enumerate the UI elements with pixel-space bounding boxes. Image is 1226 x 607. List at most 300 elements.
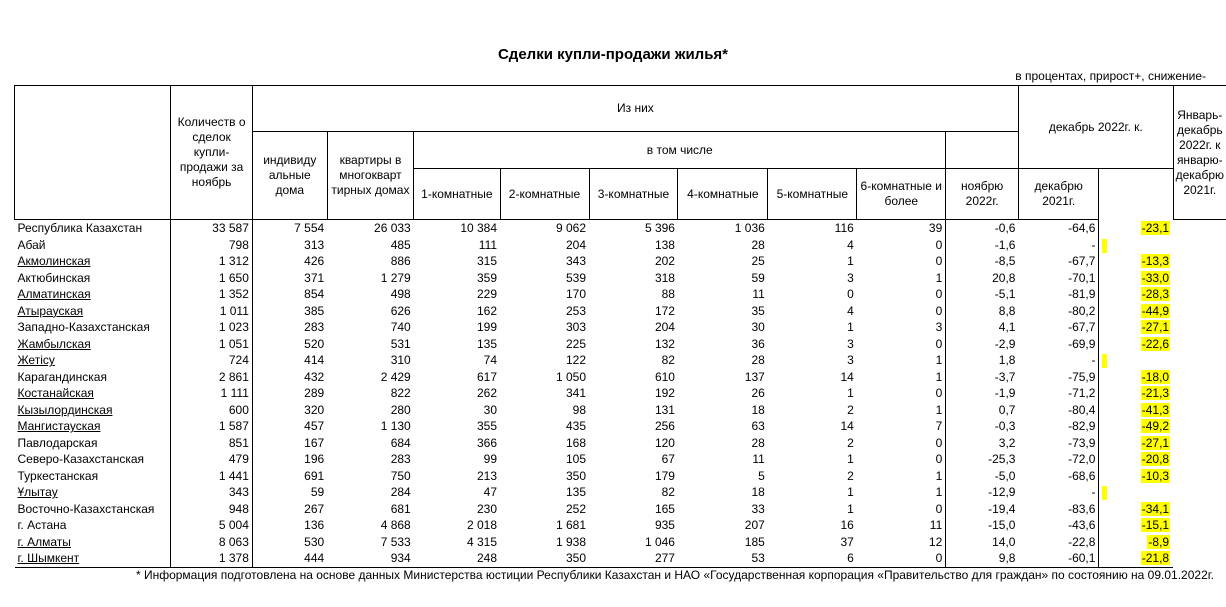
nov-2022-header: ноябрю 2022г. [946, 169, 1019, 220]
individual-cell: 313 [252, 237, 327, 254]
ytd-highlight: -34,1 [1141, 501, 1170, 516]
rooms-3-cell: 67 [661, 452, 675, 467]
rooms-3-cell: 82 [661, 485, 675, 500]
rooms-2-cell: 1 938 [555, 534, 586, 549]
rooms-1-cell: 262 [477, 386, 498, 401]
rooms-1-cell: 4 315 [467, 534, 498, 549]
rooms-4-cell: 137 [744, 369, 765, 384]
table-row [15, 484, 1226, 501]
region-cell: Атырауская [17, 303, 84, 318]
count-cell: 8 063 [171, 534, 253, 551]
nov-change-cell: -12,9 [946, 484, 1019, 501]
count-cell: 33 587 [171, 220, 253, 237]
rooms-5-cell: 3 [847, 270, 854, 285]
rooms-3-cell: 610 [654, 369, 675, 384]
table-row [15, 319, 1226, 336]
individual-cell: 320 [252, 402, 327, 419]
rooms-6-cell: 0 [935, 501, 943, 516]
individual-cell: 283 [252, 319, 327, 336]
rooms-5-cell: 2 [847, 435, 854, 450]
individual-cell: 520 [252, 336, 327, 353]
dec-change-cell: -70,1 [1068, 270, 1096, 285]
apartments-cell: 750 [390, 468, 411, 483]
ytd-highlight: -18,0 [1141, 369, 1170, 384]
nov-change-cell: 8,8 [946, 303, 1019, 320]
count-cell: 1 023 [171, 319, 253, 336]
rooms-1-cell: 30 [483, 402, 498, 417]
rooms-6-cell: 0 [935, 303, 943, 318]
ytd-change-cell [1099, 484, 1173, 501]
count-cell: 1 051 [171, 336, 253, 353]
nov-change-cell: 4,1 [946, 319, 1019, 336]
count-cell: 479 [171, 451, 253, 468]
table-row [15, 517, 1226, 534]
rooms-1-cell: 162 [477, 303, 498, 318]
rooms-6-cell: 0 [935, 287, 943, 302]
count-header: Количеств о сделок купли-продажи за ноябрь [171, 86, 253, 220]
rooms-3-cell: 131 [654, 402, 675, 417]
rooms-1-cell: 2 018 [467, 518, 498, 533]
ytd-highlight: -8,9 [1148, 534, 1170, 549]
region-cell: Костанайская [17, 386, 94, 401]
ytd-highlight: -33,0 [1141, 270, 1170, 285]
rooms-2-cell: 204 [565, 237, 586, 252]
apartments-cell: 283 [390, 452, 411, 467]
nov-change-cell: 1,8 [946, 352, 1019, 369]
region-cell: Северо-Казахстанская [17, 452, 145, 467]
region-cell: г. Шымкент [15, 550, 171, 567]
rooms-4-cell: 26 [751, 386, 765, 401]
rooms-3-header: 3-комнатные [589, 169, 678, 220]
rooms-6-cell: 7 [935, 419, 943, 434]
individual-cell: 385 [252, 303, 327, 320]
rooms-2-cell: 303 [565, 320, 586, 335]
rooms-2-cell: 350 [500, 550, 589, 567]
count-cell: 1 441 [171, 468, 253, 485]
apartments-cell: 284 [390, 485, 411, 500]
rooms-5-cell: 1 [847, 386, 854, 401]
dec-change-cell: -83,6 [1068, 501, 1096, 516]
rooms-6-cell: 1 [935, 353, 943, 368]
rooms-5-cell: 1 [847, 485, 854, 500]
apartments-cell: 1 130 [380, 419, 411, 434]
ytd-change-cell [1099, 303, 1173, 320]
rooms-2-cell: 1 681 [555, 518, 586, 533]
rooms-1-cell: 74 [483, 353, 498, 368]
region-header [15, 86, 171, 220]
rooms-4-header: 4-комнатные [678, 169, 768, 220]
ytd-highlight: -15,1 [1141, 518, 1170, 533]
table-row [15, 501, 1226, 518]
table-row [15, 303, 1226, 320]
rooms-5-cell: 37 [840, 534, 854, 549]
housing-deals-table [14, 85, 1226, 568]
rooms-2-cell: 435 [565, 419, 586, 434]
rooms-1-cell: 10 384 [460, 221, 498, 236]
rooms-1-cell: 199 [477, 320, 498, 335]
rooms-2-cell: 98 [572, 402, 586, 417]
rooms-5-cell: 1 [847, 452, 854, 467]
rooms-3-cell: 256 [654, 419, 675, 434]
table-row [15, 435, 1226, 452]
rooms-2-cell: 253 [565, 303, 586, 318]
rooms-6-cell: 1 [935, 270, 943, 285]
ytd-change-cell [1099, 534, 1173, 551]
table-row [15, 220, 1226, 237]
rooms-4-cell: 5 [758, 468, 765, 483]
ytd-highlight: -10,3 [1141, 468, 1170, 483]
apartments-cell: 740 [390, 320, 411, 335]
dec-change-cell: - [1091, 485, 1096, 500]
rooms-5-cell: 2 [847, 468, 854, 483]
individual-cell: 289 [252, 385, 327, 402]
rooms-1-cell: 229 [477, 287, 498, 302]
rooms-5-cell: 3 [847, 353, 854, 368]
page-title: Сделки купли-продажи жилья* [497, 46, 729, 63]
apartments-cell: 26 033 [374, 221, 411, 236]
ytd-change-cell [1099, 270, 1173, 287]
dec-change-cell: -69,9 [1068, 336, 1096, 351]
table-row [15, 534, 1226, 551]
nov-change-cell: -8,5 [946, 253, 1019, 270]
rooms-3-cell: 138 [654, 237, 675, 252]
region-cell: Западно-Казахстанская [17, 320, 150, 335]
apartments-cell: 681 [390, 501, 411, 516]
ytd-change-cell [1099, 253, 1173, 270]
table-row [15, 286, 1226, 303]
rooms-4-cell: 185 [744, 534, 765, 549]
rooms-6-cell: 0 [935, 237, 943, 252]
count-cell: 724 [171, 352, 253, 369]
rooms-6-cell: 1 [935, 468, 943, 483]
rooms-3-cell: 318 [654, 270, 675, 285]
apartments-cell: 822 [390, 386, 411, 401]
dec-change-cell: -68,6 [1068, 468, 1096, 483]
rooms-1-cell: 248 [414, 550, 500, 567]
region-cell: Ұлытау [17, 485, 58, 500]
rooms-6-cell: 12 [928, 534, 943, 549]
apartments-cell: 886 [390, 254, 411, 269]
region-cell: г. Астана [17, 518, 67, 533]
nov-change-cell: -0,3 [946, 418, 1019, 435]
dec-change-cell: -71,2 [1068, 386, 1096, 401]
rooms-2-cell: 539 [565, 270, 586, 285]
dec-change-cell: -22,8 [1068, 534, 1096, 549]
nov-change-cell: -1,9 [946, 385, 1019, 402]
count-cell: 1 650 [171, 270, 253, 287]
rooms-3-cell: 179 [654, 468, 675, 483]
rooms-4-cell: 11 [752, 287, 765, 302]
rooms-4-cell: 28 [751, 435, 765, 450]
rooms-4-cell: 30 [751, 320, 765, 335]
rooms-3-cell: 192 [654, 386, 675, 401]
nov-change-cell: 9,8 [946, 550, 1019, 567]
individual-cell: 267 [252, 501, 327, 518]
ytd-highlight: -27,1 [1141, 435, 1170, 450]
nov-change-cell: -25,3 [946, 451, 1019, 468]
dec-change-cell: - [1091, 237, 1096, 252]
dec-change-cell: -75,9 [1068, 369, 1096, 384]
ytd-highlight: -22,6 [1141, 336, 1170, 351]
ytd-highlight: -27,1 [1141, 320, 1170, 335]
rooms-1-cell: 617 [477, 369, 498, 384]
rooms-3-cell: 202 [654, 254, 675, 269]
rooms-3-cell: 120 [654, 435, 675, 450]
ytd-highlight: -20,8 [1141, 452, 1170, 467]
count-cell: 1 011 [171, 303, 253, 320]
dec-change-cell: -80,4 [1068, 402, 1096, 417]
rooms-2-cell: 225 [565, 336, 586, 351]
table-row [15, 418, 1226, 435]
count-cell: 5 004 [171, 517, 253, 534]
rooms-3-cell: 88 [661, 287, 675, 302]
table-row [15, 237, 1226, 254]
region-cell: Восточно-Казахстанская [17, 501, 155, 516]
dec-change-cell: -73,9 [1068, 435, 1096, 450]
rooms-4-cell: 53 [678, 550, 768, 567]
individual-cell: 530 [252, 534, 327, 551]
region-cell: Республика Казахстан [17, 221, 143, 236]
ytd-highlight: -28,3 [1141, 287, 1170, 302]
region-cell: Актюбинская [17, 270, 91, 285]
table-row [15, 352, 1226, 369]
region-cell: Туркестанская [17, 468, 99, 483]
rooms-4-cell: 207 [744, 518, 765, 533]
dec-change-cell: -67,7 [1068, 254, 1096, 269]
ytd-highlight: -49,2 [1141, 419, 1170, 434]
rooms-1-cell: 359 [477, 270, 498, 285]
count-cell: 1 111 [171, 385, 253, 402]
ytd-change-cell [1099, 402, 1173, 419]
nov-change-cell: -15,0 [946, 517, 1019, 534]
count-cell: 343 [171, 484, 253, 501]
rooms-3-cell: 1 046 [644, 534, 675, 549]
ytd-change-cell [1099, 237, 1173, 254]
rooms-4-cell: 59 [751, 270, 765, 285]
rooms-2-cell: 170 [565, 287, 586, 302]
table-row [15, 253, 1226, 270]
rooms-2-cell: 9 062 [555, 221, 586, 236]
including-header: в том числе [414, 132, 946, 169]
nov-change-cell: -2,9 [946, 336, 1019, 353]
region-cell: Павлодарская [17, 435, 98, 450]
count-cell: 1 587 [171, 418, 253, 435]
apartments-cell: 684 [390, 435, 411, 450]
individual-cell: 371 [252, 270, 327, 287]
rooms-6-cell: 0 [935, 336, 943, 351]
rooms-6-cell: 39 [928, 221, 943, 236]
ytd-change-cell [1099, 319, 1173, 336]
individual-cell: 432 [252, 369, 327, 386]
count-cell: 600 [171, 402, 253, 419]
rooms-2-cell: 105 [565, 452, 586, 467]
count-cell: 851 [171, 435, 253, 452]
apartments-cell: 531 [390, 336, 411, 351]
region-cell: Жамбылская [17, 336, 91, 351]
dec-change-cell: -81,9 [1068, 287, 1096, 302]
ytd-change-cell [1099, 517, 1173, 534]
apartments-cell: 498 [390, 287, 411, 302]
ytd-highlight: -13,3 [1141, 254, 1170, 269]
table-row [15, 385, 1226, 402]
dec-change-cell: -82,9 [1068, 419, 1096, 434]
region-cell: г. Алматы [17, 534, 71, 549]
individual-cell: 457 [252, 418, 327, 435]
table-row [15, 468, 1226, 485]
rooms-2-cell: 341 [565, 386, 586, 401]
apartments-cell: 485 [390, 237, 411, 252]
rooms-4-cell: 11 [752, 452, 765, 467]
rooms-4-cell: 18 [751, 485, 765, 500]
ytd-change-cell [1099, 352, 1173, 369]
region-cell: Акмолинская [17, 254, 91, 269]
nov-change-cell: 0,7 [946, 402, 1019, 419]
region-cell: Абай [17, 237, 46, 252]
region-cell: Карагандинская [17, 369, 107, 384]
region-cell: Жетісу [17, 353, 55, 368]
rooms-1-header: 1-комнатные [414, 169, 500, 220]
rooms-4-cell: 28 [751, 237, 765, 252]
ytd-empty-highlight [1102, 354, 1107, 368]
footnote: * Информация подготовлена на основе данных Министерства юстиции Республики Казахстан и НАО «Государственная корпорация «Правительство для граждан» по состоянию на 09.01.2022г. [135, 568, 1214, 582]
ytd-header: Январь-декабрь 2022г. к январю-декабрю 2021г. [1173, 86, 1226, 220]
ytd-change-cell [1099, 435, 1173, 452]
rooms-5-cell: 1 [847, 254, 854, 269]
dec-change-cell: - [1091, 353, 1096, 368]
rooms-1-cell: 111 [478, 237, 498, 252]
rooms-4-cell: 28 [751, 353, 765, 368]
individual-cell: 167 [252, 435, 327, 452]
rooms-4-cell: 33 [751, 501, 765, 516]
ytd-change-cell [1099, 468, 1173, 485]
rooms-4-cell: 25 [751, 254, 765, 269]
rooms-6-header: 6-комнатные и более [857, 169, 946, 220]
dec-change-cell: -80,2 [1068, 303, 1096, 318]
rooms-6-cell: 0 [935, 386, 943, 401]
rooms-3-cell: 935 [654, 518, 675, 533]
individual-cell: 426 [252, 253, 327, 270]
individual-header: индивиду альные дома [252, 132, 327, 220]
count-cell: 798 [171, 237, 253, 254]
count-cell: 1 352 [171, 286, 253, 303]
count-cell: 1 312 [171, 253, 253, 270]
individual-cell: 444 [252, 550, 327, 567]
rooms-2-cell: 343 [565, 254, 586, 269]
rooms-2-cell: 350 [565, 468, 586, 483]
rooms-3-cell: 165 [654, 501, 675, 516]
table-row [15, 402, 1226, 419]
table-row [15, 270, 1226, 287]
rooms-5-cell: 6 [768, 550, 857, 567]
rooms-6-cell: 1 [935, 485, 943, 500]
rooms-1-cell: 315 [477, 254, 498, 269]
ytd-change-cell [1099, 550, 1173, 567]
rooms-3-cell: 5 396 [644, 221, 675, 236]
region-cell: Мангистауская [17, 419, 101, 434]
ytd-change-cell [1099, 286, 1173, 303]
ytd-change-cell [1099, 418, 1173, 435]
region-cell: Алматинская [17, 287, 91, 302]
rooms-5-cell: 3 [847, 336, 854, 351]
rooms-6-cell: 1 [935, 402, 943, 417]
table-body [15, 220, 1226, 568]
rooms-3-cell: 132 [654, 336, 675, 351]
individual-cell: 854 [252, 286, 327, 303]
rooms-5-cell: 14 [840, 369, 854, 384]
rooms-1-cell: 366 [477, 435, 498, 450]
rooms-6-cell: 0 [935, 452, 943, 467]
rooms-1-cell: 230 [477, 501, 498, 516]
table-row [15, 550, 1226, 567]
ytd-highlight: -23,1 [1141, 221, 1170, 235]
rooms-5-cell: 4 [847, 237, 854, 252]
ytd-empty-highlight [1102, 486, 1107, 500]
rooms-3-cell: 204 [654, 320, 675, 335]
dec-change-cell: -64,6 [1068, 221, 1096, 236]
ytd-change-cell [1099, 451, 1173, 468]
individual-cell: 136 [252, 517, 327, 534]
rooms-3-cell: 172 [654, 303, 675, 318]
rooms-6-cell: 0 [857, 550, 946, 567]
nov-change-cell: -0,6 [946, 220, 1019, 237]
rooms-2-cell: 252 [565, 501, 586, 516]
rooms-5-cell: 1 [847, 320, 854, 335]
nov-change-cell: -19,4 [946, 501, 1019, 518]
rooms-6-cell: 0 [935, 254, 943, 269]
rooms-2-cell: 168 [565, 435, 586, 450]
nov-change-cell: -5,1 [946, 286, 1019, 303]
nov-change-cell: -5,0 [946, 468, 1019, 485]
rooms-4-cell: 36 [751, 336, 765, 351]
individual-cell: 7 554 [252, 220, 327, 237]
count-cell: 948 [171, 501, 253, 518]
individual-cell: 196 [252, 451, 327, 468]
rooms-4-cell: 63 [751, 419, 765, 434]
dec-change-cell: -43,6 [1068, 518, 1096, 533]
ytd-highlight: -21,3 [1141, 386, 1170, 401]
rooms-6-cell: 3 [935, 320, 943, 335]
nov-change-cell: -3,7 [946, 369, 1019, 386]
table-row [15, 451, 1226, 468]
rooms-5-cell: 116 [834, 221, 854, 236]
of-which-header: Из них [252, 86, 1018, 132]
rooms-1-cell: 213 [477, 468, 498, 483]
ytd-change-cell [1099, 385, 1173, 402]
region-cell: Кызылординская [17, 402, 113, 417]
ytd-change-cell [1099, 369, 1173, 386]
rooms-5-cell: 1 [847, 501, 854, 516]
rooms-5-cell: 0 [847, 287, 854, 302]
individual-cell: 59 [252, 484, 327, 501]
rooms-4-cell: 18 [751, 402, 765, 417]
apartments-cell: 2 429 [380, 369, 411, 384]
rooms-2-cell: 1 050 [555, 369, 586, 384]
apartments-cell: 280 [390, 402, 411, 417]
dec-change-cell: -60,1 [1018, 550, 1098, 567]
count-cell: 1 378 [171, 550, 253, 567]
apartments-cell: 626 [390, 303, 411, 318]
ytd-highlight: -21,8 [1141, 551, 1170, 566]
apartments-cell: 7 533 [380, 534, 411, 549]
apartments-header: квартиры в многокварт тирных домах [327, 132, 414, 220]
table-row [15, 369, 1226, 386]
rooms-6-cell: 1 [935, 369, 943, 384]
rooms-1-cell: 47 [483, 485, 498, 500]
rooms-5-header: 5-комнатные [768, 169, 857, 220]
ytd-highlight: -44,9 [1141, 303, 1170, 318]
rooms-3-cell: 277 [589, 550, 678, 567]
rooms-2-header: 2-комнатные [500, 169, 589, 220]
